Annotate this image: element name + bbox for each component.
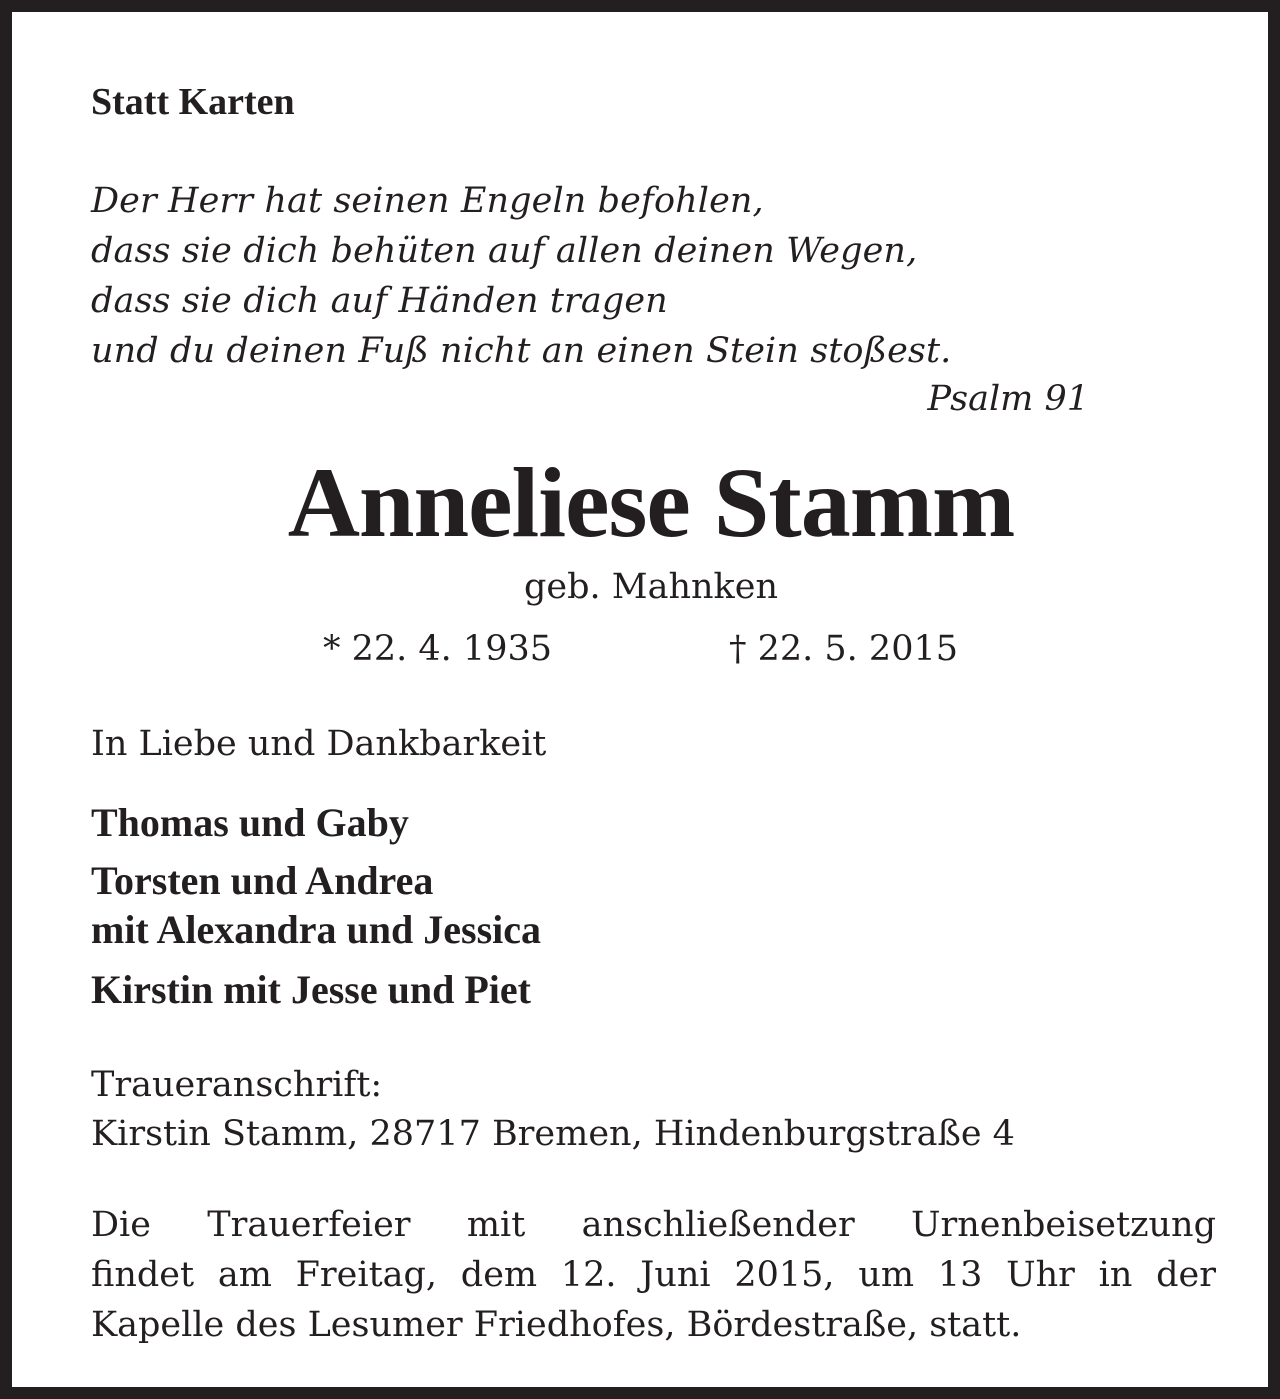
verse-line: dass sie dich behüten auf allen deinen Wegen, <box>91 231 918 271</box>
family-line: mit Alexandra und Jessica <box>91 907 542 952</box>
verse-line: und du deinen Fuß nicht an einen Stein stoßest. <box>91 331 952 371</box>
verse-block <box>91 176 951 376</box>
family-line: Thomas und Gaby <box>91 800 409 845</box>
address-label: Traueranschrift: <box>91 1065 383 1105</box>
death-date: † 22. 5. 2015 <box>729 629 959 669</box>
ceremony-line: findet am Freitag, dem 12. Juni 2015, um 13 Uhr in der <box>91 1255 1216 1295</box>
deceased-name: Anneliese Stamm <box>287 447 1015 558</box>
ceremony-line: Die Trauerfeier mit anschließender Urnenbeisetzung <box>91 1205 1216 1245</box>
verse-source: Psalm 91 <box>927 379 1089 419</box>
verse-line: dass sie dich auf Händen tragen <box>91 281 668 321</box>
family-line: Kirstin mit Jesse und Piet <box>91 967 531 1012</box>
header-title: Statt Karten <box>91 81 295 123</box>
address-text: Kirstin Stamm, 28717 Bremen, Hindenburgstraße 4 <box>91 1114 1015 1154</box>
ceremony-paragraph <box>91 1200 1216 1350</box>
birth-date: * 22. 4. 1935 <box>323 629 553 669</box>
verse-line: Der Herr hat seinen Engeln befohlen, <box>91 181 764 221</box>
ceremony-line: Kapelle des Lesumer Friedhofes, Bördestraße, statt. <box>91 1305 1022 1345</box>
birth-name: geb. Mahnken <box>523 567 779 607</box>
family-line: Torsten und Andrea <box>91 858 434 903</box>
dedication-text: In Liebe und Dankbarkeit <box>91 724 547 764</box>
